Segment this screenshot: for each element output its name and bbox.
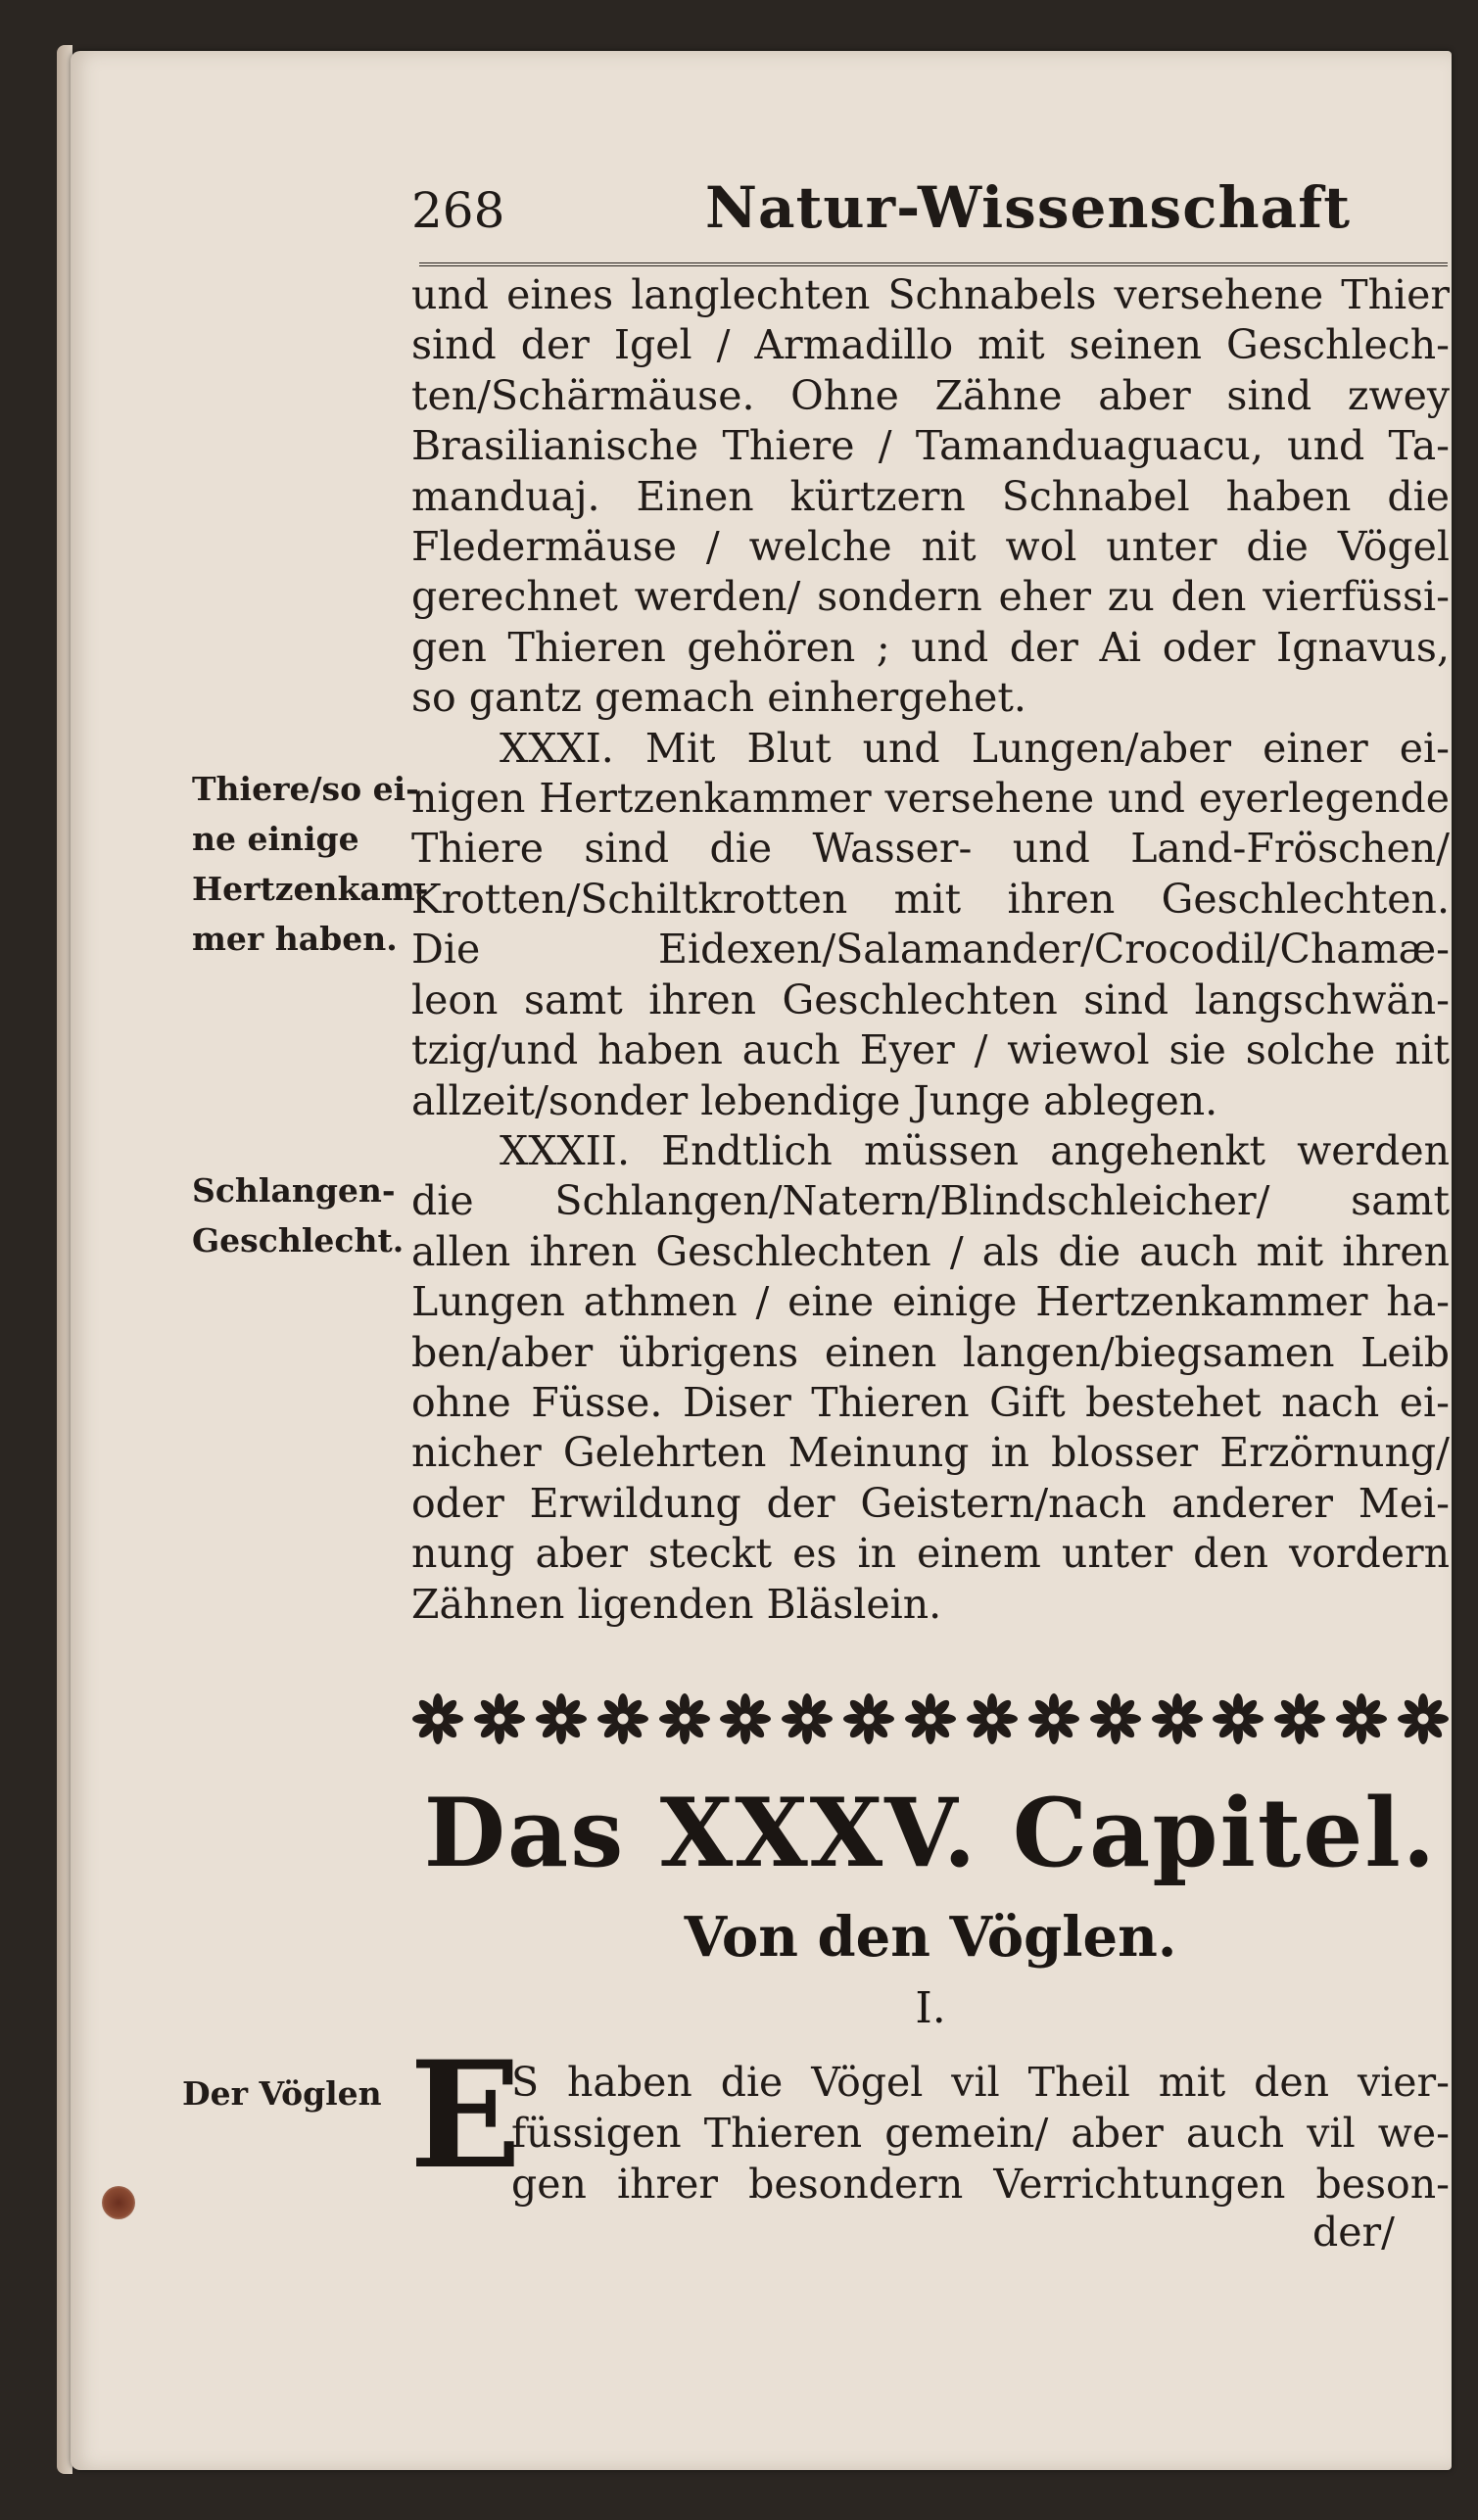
text-line: sind der Igel / Armadillo mit seinen Geschlech- [411,321,1450,369]
text-line: leon samt ihren Geschlechten sind langschwän- [411,975,1450,1023]
text-line: nigen Hertzenkammer versehene und eyerlegende [411,775,1450,823]
margin-note-line: Der Vöglen [182,2074,382,2113]
text-line: Die Eidexen/Salamander/Crocodil/Chamæ- [411,926,1450,974]
text-line: XXXI. Mit Blut und Lungen/aber einer ei- [500,724,1450,772]
text-line: Thiere sind die Wasser- und Land-Fröschen/ [411,825,1450,873]
section-number: I. [915,1983,946,2033]
ornament-flower-icon [1151,1692,1204,1745]
ornament-flower-icon [411,1692,464,1745]
ornament-flower-icon [1273,1692,1326,1745]
catchword: der/ [1312,2209,1395,2256]
margin-note-line: ne einige [192,820,359,858]
ornament-flower-icon [473,1692,526,1745]
margin-note-line: Schlangen- [192,1171,396,1210]
text-line: Krotten/Schiltkrotten mit ihren Geschlechten. [411,875,1450,923]
ornament-flower-icon [842,1692,895,1745]
text-line: füssigen Thieren gemein/ aber auch vil we- [511,2110,1450,2157]
margin-note-schlangen [192,1165,404,1265]
margin-note-thiere [192,764,428,964]
ornament-flower-icon [904,1692,957,1745]
ornament-flower-icon [535,1692,588,1745]
chapter-subtitle: Von den Vöglen. [684,1905,1177,1970]
text-line: so gantz gemach einhergehet. [411,674,1026,722]
margin-note-line: Thiere/so ei- [192,770,419,808]
header-rule [419,262,1448,266]
running-header [411,174,1450,253]
text-line: Zähnen ligenden Bläslein. [411,1580,942,1628]
text-line: Fledermäuse / welche nit wol unter die Vögel [411,523,1450,571]
text-line: oder Erwildung der Geistern/nach anderer Mei- [411,1479,1450,1527]
text-line: gen Thieren gehören ; und der Ai oder Ignavus, [411,623,1450,671]
ornament-flower-icon [781,1692,834,1745]
ornament-flower-icon [966,1692,1019,1745]
ornament-flower-icon [719,1692,772,1745]
text-line: Lungen athmen / eine einige Hertzenkammer ha- [411,1278,1450,1326]
ornament-band [411,1689,1450,1748]
text-line: gerechnet werden/ sondern eher zu den vierfüssi- [411,573,1450,621]
text-line: und eines langlechten Schnabels versehene Thier [411,271,1450,318]
margin-note-line: Geschlecht. [192,1221,405,1260]
text-line: XXXII. Endtlich müssen angehenkt werden [500,1126,1450,1174]
page-number: 268 [411,182,505,239]
ornament-flower-icon [658,1692,711,1745]
ornament-flower-icon [1089,1692,1142,1745]
margin-note-line: Hertzenkam- [192,870,429,908]
text-line: S haben die Vögel vil Theil mit den vier- [511,2059,1450,2106]
text-line: ohne Füsse. Diser Thieren Gift bestehet nach ei- [411,1378,1450,1426]
ornament-flower-icon [1212,1692,1264,1745]
text-line: allen ihren Geschlechten / als die auch mit ihren [411,1227,1450,1275]
chapter-title: Das XXXV. Capitel. [423,1778,1438,1888]
ornament-flower-icon [1027,1692,1080,1745]
running-head: Natur-Wissenschaft [705,174,1352,241]
text-line: ten/Schärmäuse. Ohne Zähne aber sind zwey [411,371,1450,419]
body-text [411,270,1450,1630]
ornament-flower-icon [1335,1692,1388,1745]
text-line: Brasilianische Thiere / Tamanduaguacu, und Ta- [411,422,1450,470]
text-line: allzeit/sonder lebendige Junge ablegen. [411,1076,1218,1124]
text-line: manduaj. Einen kürtzern Schnabel haben die [411,472,1450,520]
ornament-flower-icon [1397,1692,1450,1745]
text-line: die Schlangen/Natern/Blindschleicher/ samt [411,1177,1450,1225]
ink-stain [102,2186,135,2219]
chapter-body [511,2057,1450,2210]
margin-note-voeglen [182,2068,382,2118]
text-line: gen ihrer besondern Verrichtungen beson- [511,2161,1450,2208]
drop-cap: E [409,2029,522,2202]
margin-note-line: mer haben. [192,920,398,958]
text-line: ben/aber übrigens einen langen/biegsamen Leib [411,1328,1450,1376]
text-line: nung aber steckt es in einem unter den vordern [411,1530,1450,1578]
text-line: tzig/und haben auch Eyer / wiewol sie solche nit [411,1026,1450,1074]
ornament-flower-icon [596,1692,649,1745]
text-line: nicher Gelehrten Meinung in blosser Erzörnung/ [411,1429,1450,1477]
